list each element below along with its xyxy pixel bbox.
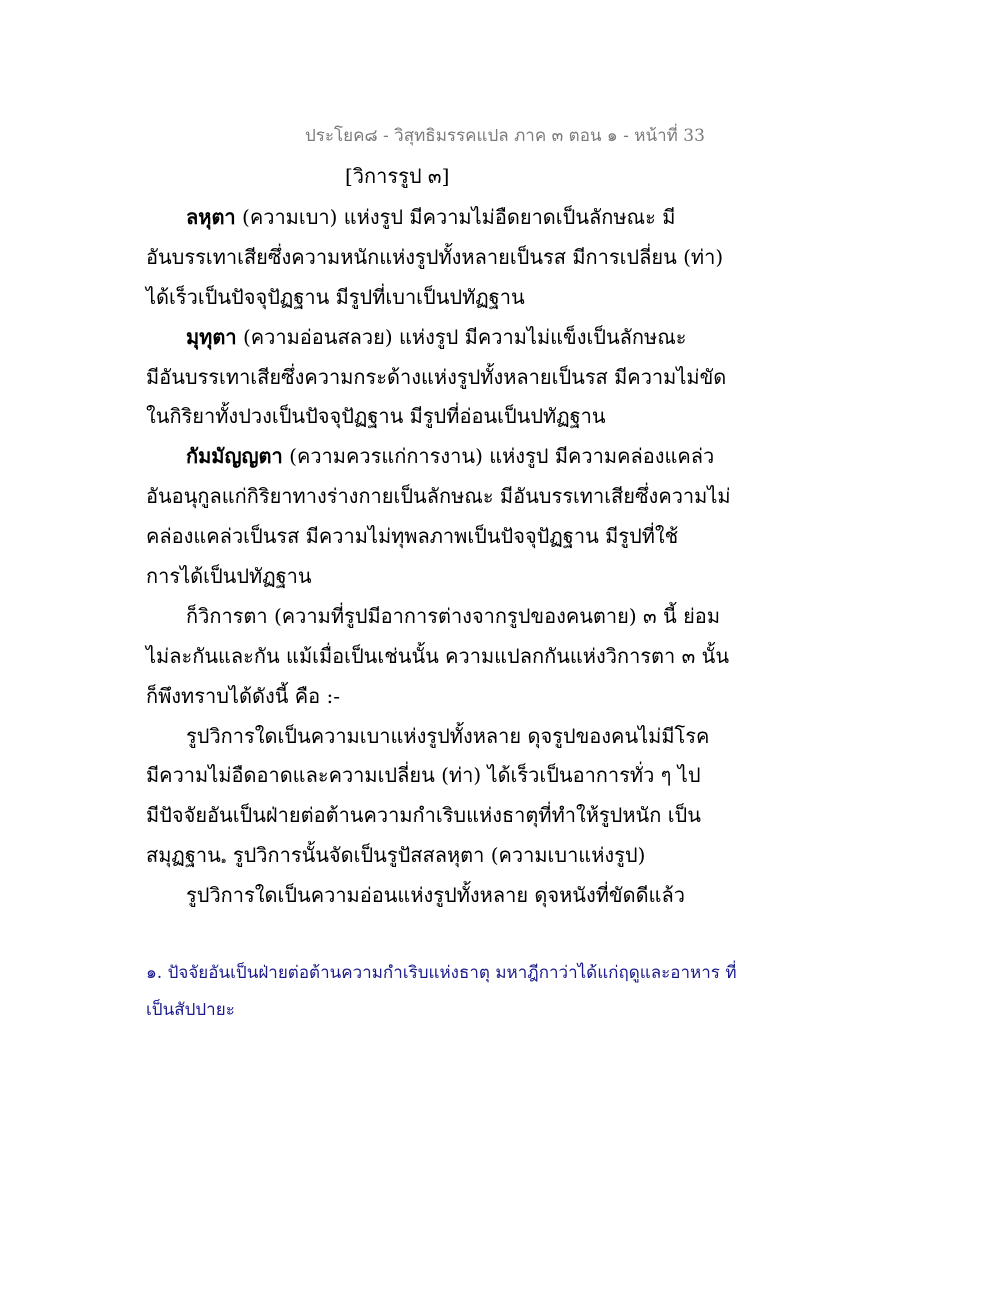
term-kammannata: กัมมัญญตา <box>186 444 283 469</box>
paragraph-mututa-line-1 <box>146 318 726 358</box>
paragraph-mututa-line-3: ในกิริยาทั้งปวงเป็นปัจจุปัฏฐาน มีรูปที่อ่อนเป็นปทัฏฐาน <box>146 404 606 429</box>
paragraph-rupavikara-line-1: รูปวิการใดเป็นความเบาแห่งรูปทั้งหลาย ดุจรูปของคนไม่มีโรค <box>186 723 710 748</box>
footnote-reference-mark[interactable]: ๑ <box>220 856 227 867</box>
footnote-line-2: เป็นสัปปายะ <box>146 1000 235 1020</box>
paragraph-lahuta-line-3: ได้เร็วเป็นปัจจุปัฏฐาน มีรูปที่เบาเป็นปทัฏฐาน <box>146 284 525 309</box>
paragraph-mututa-line-2: มีอันบรรเทาเสียซึ่งความกระด้างแห่งรูปทั้งหลายเป็นรส มีความไม่ขัด <box>146 364 727 389</box>
paragraph-rupavikara-line-2: มีความไม่อืดอาดและความเปลี่ยน (ท่า) ได้เร็วเป็นอาการทั่ว ๆ ไป <box>146 763 701 788</box>
paragraph-lahuta-line-1 <box>146 198 726 238</box>
text-span: สมุฏฐาน <box>146 843 221 868</box>
paragraph-softness-line-1: รูปวิการใดเป็นความอ่อนแห่งรูปทั้งหลาย ดุจหนังที่ขัดดีแล้ว <box>186 883 685 908</box>
paragraph-lahuta-line-2: อันบรรเทาเสียซึ่งความหนักแห่งรูปทั้งหลายเป็นรส มีการเปลี่ยน (ท่า) <box>146 244 724 269</box>
text-span: (ความเบา) แห่งรูป มีความไม่อืดยาดเป็นลักษณะ มี <box>235 205 676 229</box>
paragraph-kammannata-line-4: การได้เป็นปทัฏฐาน <box>146 564 312 589</box>
section-heading: [วิการรูป ๓] <box>345 164 450 188</box>
paragraph-kammannata-line-3: คล่องแคล่วเป็นรส มีความไม่ทุพลภาพเป็นปัจจุปัฏฐาน มีรูปที่ใช้ <box>146 524 679 549</box>
paragraph-vikarata-line-2: ไม่ละกันและกัน แม้เมื่อเป็นเช่นนั้น ความแปลกกันแห่งวิการตา ๓ นั้น <box>146 643 729 668</box>
paragraph-vikarata-line-1: ก็วิการตา (ความที่รูปมีอาการต่างจากรูปของคนตาย) ๓ นี้ ย่อม <box>186 603 721 628</box>
paragraph-kammannata-line-2: อันอนุกูลแก่กิริยาทางร่างกายเป็นลักษณะ มีอันบรรเทาเสียซึ่งความไม่ <box>146 484 731 509</box>
text-span: (ความอ่อนสลวย) แห่งรูป มีความไม่แข็งเป็นลักษณะ <box>236 324 687 349</box>
text-span: (ความควรแก่การงาน) แห่งรูป มีความคล่องแคล่ว <box>282 444 715 469</box>
term-mututa: มุทุตา <box>186 324 237 349</box>
footnote-line-1: ๑. ปัจจัยอันเป็นฝ่ายต่อต้านความกำเริบแห่งธาตุ มหาฎีกาว่าได้แก่ฤดูและอาหาร ที่ <box>146 963 737 983</box>
term-lahuta: ลหุตา <box>186 205 236 229</box>
text-span: รูปวิการนั้นจัดเป็นรูปัสสลหุตา (ความเบาแห่งรูป) <box>226 843 646 868</box>
running-header: ประโยค๘ - วิสุทธิมรรคแปล ภาค ๓ ตอน ๑ - หน้าที่ 33 <box>305 126 705 146</box>
footnote <box>146 955 746 1029</box>
paragraph-kammannata-line-1 <box>146 437 726 477</box>
paragraph-vikarata-line-3: ก็พึงทราบได้ดังนี้ คือ :- <box>146 683 340 708</box>
paragraph-rupavikara-line-4 <box>146 836 726 876</box>
body-text <box>146 198 731 916</box>
paragraph-rupavikara-line-3: มีปัจจัยอันเป็นฝ่ายต่อต้านความกำเริบแห่งธาตุที่ทำให้รูปหนัก เป็น <box>146 803 701 828</box>
